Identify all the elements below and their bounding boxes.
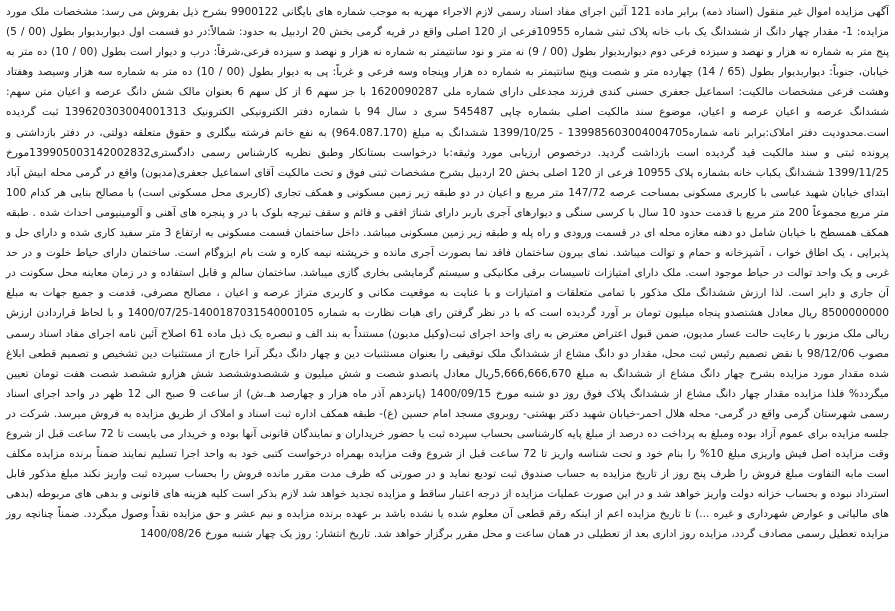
auction-notice-text: آگهی مزایده اموال غیر منقول (اسناد ذمه) برابر ماده 121 آئین اجرای مفاد اسناد رسمی لازم الاجراء مهریه به موجب شماره های بایگانی 9900122 بشرح ذیل بفروش می رسد: مشخصات ملک مورد مزایده: 1- مقدار چهار دانگ از ششدانگ یک باب خانه پلاک ثبتی شماره 10955فرعی از 120 اصلی واقع در قریه گرمی بخش 20 اردبیل به حدود: شمالاً:در دو قسمت اول دیواربدیوار بطول (00 / 5) پنج متر به شماره نه هزار و نهصد و سیزده فرعی دوم دیواربدیوار بطول (00 / 9) نه متر و نود سانتیمتر به شماره نه هزار و نهصد و سیزده فرعی،شرقاً: درب و دیوار است بطول (00 / 10) ده متر به خیابان، جنوباً: دیواربدیوار بطول (65 / 14) چهارده متر و شصت وپنج سانتیمتر به شماره ده هزار وپنجاه وسه فرعی و غرباً: پی به دیوار بطول (00 / 10) ده متر به شماره سه هزار وسیصد وهفتاد وهشت فرعی مشخصات مالکیت: اسماعیل جعفری حسنی کندی فرزند مجدعلی دارای شماره ملی 1620090287 با جز سهم 6 از کل سهم 6 بعنوان مالک شش دانگ عرصه و اعیان متن سهم: ششدانگ عرصه و اعیان عرصه و اعیان، موضوع سند مالکیت اصلی بشماره چاپی 545487 سری د سال 94 با شماره دفتر الکترونیکی الکترونیک 139620303004001313 ثبت گردیده است.محدودیت دفتر املاک:برابر نامه شماره139985603004004705 - 1399/10/25 ششدانگ به مبلغ (964.087.170) به نفع خانم فرشته بیگلری و حقوق متعلقه دولتی، در دفتر بازداشتی و پرونده ثبتی و سند مالکیت قید گردیده است بازداشت گردید. درخصوص ارزیابی مورد وثیقه:با درخواست بستانکار وطبق نظریه کارشناس رسمی دادگستری139905003142002832مورخ 1399/11/25 ششدانگ یکباب خانه بشماره پلاک 10955 فرعی از 120 اصلی بخش 20 اردبیل بشرح مشخصات ثبتی فوق و تحت مالکیت آقای اسماعیل جعفری(مدیون) واقع در گرمی محله ابیش آباد ابتدای خیابان شهید عباسی با کاربری مسکونی بمساحت عرصه 147/72 متر مربع و اعیان در دو طبقه زیر زمین مسکونی و همکف تجاری (کاربری محل مسکونی است) با مصالح بنایی هر کدام 100 متر مربع مجموعاً 200 متر مربع با قدمت حدود 10 سال با کرسی سنگی و دیوارهای آجری باربر دارای شناژ افقی و قائم و سقف تیرچه بلوک با در و پنجره های آهنی و آلومینیومی احداث شده . طبقه همکف همسطح با خیابان شامل دو دهنه مغازه محله ای در قسمت ورودی و راه پله و طبقه زیر زمین مسکونی میباشد. داخل ساختمان قسمت مسکونی به ارتفاع 3 متر سفید کاری شده و دارای حل و پذیرایی ، یک اطاق خواب ، آشپزخانه و حمام و توالت میباشد. نمای بیرون ساختمان فاقد نما بصورت آجری مانده و خرپشته نیمه کاره و شت بام ایزوگام است. ساختمان دارای حیاط خلوت و در حد غربی و یک واحد توالت در حیاط موجود است. ملک دارای امتیازات تاسیسات برقی مکانیکی و سیستم گرمایشی بخاری گازی میباشد. ساختمان سالم و قابل استفاده و در زمان معاینه محل سکونت در آن جاری و دایر است. لذا ارزش ششدانگ ملک مذکور با تمامی متعلقات و امتیازات و با عنایت به موقعیت مکانی و کاربری متراژ عرصه و اعیان ، مصالح مصرفی، قدمت و جمیع جهات به مبلغ 8500000000 ریال معادل هشتصدو پنجاه میلیون تومان بر آورد گردیده است که با در نظر گرفتن رای هیات نظارت به شماره 140018703154000105-1400/07/25 و با لحاظ قراردادن ارزش ریالی ملک مزبور با رعایت حالت عسار مدیون، ضمن قبول اعتراض معترض به رای واحد اجرای ثبت(وکیل مدیون) مستنداً به بند الف و تبصره یک ذیل ماده 61 اصلاح آئین نامه اجرای مفاد اسناد رسمی مصوب 98/12/06 با نقض تصمیم رئیس ثبت محل، مقدار دو دانگ مشاع از ششدانگ ملک توقیفی را بعنوان مستثنیات دین و چهار دانگ دیگر آنرا خارج از مستثنیات دین تشخیص و تصمیم قطعی ابلاغ شده مقدار مورد مزایده بشرح چهار دانگ مشاع از ششدانگ به مبلغ 5,666,666,670ریال معادل پانصدو شصت و شش میلیون و ششصدوششصد شش هزارو ششصد شصت هفت تومان تعیین میگردد% فلذا مزایده مقدار چهار دانگ مشاع از ششدانگ پلاک فوق روز دو شنبه مورخ 1400/09/15 (پانزدهم آذر ماه هزار و چهارصد هـ.ش) از ساعت 9 صبح الی 12 ظهر در واحد اجرای اسناد رسمی شهرستان گرمی واقع در گرمی- محله هلال احمر-خیابان شهید دکتر بهشتی- روبروی مسجد امام حسین (ع)- طبقه همکف اداره ثبت اسناد و املاک از طریق مزایده به فروش میرسد. شرکت در جلسه مزایده برای عموم آزاد بوده ومبلغ به پرداخت ده درصد از مبلغ پایه کارشناسی بحساب سپرده ثبت یا حضور خریداران و نمایندگان قانونی آنها بوده و خریدار می بایست تا 72 ساعت قبل از شروع وقت مزایده اصل فیش واریزی مبلغ 10% را بنام خود و تحت شناسه واریز تا 72 ساعت قبل از شروع وقت مزایده بهمراه درخواست کتبی خود به واحد اجرا تسلیم نمایند ضمناً برنده مزایده مکلف است مابه التفاوت مبلغ فروش را ظرف پنج روز از تاریخ مزایده به حساب صندوق ثبت تودیع نماید و در صورتی که ظرف مدت مقرر مانده فروش را بحساب سپرده ثبت واریز نکند مبلغ مذکور قابل استرداد نبوده و بحساب خزانه دولت واریز خواهد شد و در این صورت عملیات مزایده از درجه اعتبار ساقط و مزایده تجدید خواهد شد لازم بذکر است کلیه هزینه های قانونی و بدهی های مربوطه (بدهی های مالیاتی و عوارض شهرداری و غیره ...) تا تاریخ مزایده اعم از اینکه رقم قطعی آن معلوم شده یا نشده باشد بر عهده برنده مزایده و نیم عشر و حق مزایده نقداً وصول میگردد. ضمناً چنانچه روز مزایده تعطیل رسمی مصادف گردد، مزایده روز اداری بعد از تعطیلی در همان ساعت و محل مقرر برگزار خواهد شد. تاریخ انتشار: روز یک چهار شنبه مورخ 1400/08/26 — [6, 6, 890, 541]
